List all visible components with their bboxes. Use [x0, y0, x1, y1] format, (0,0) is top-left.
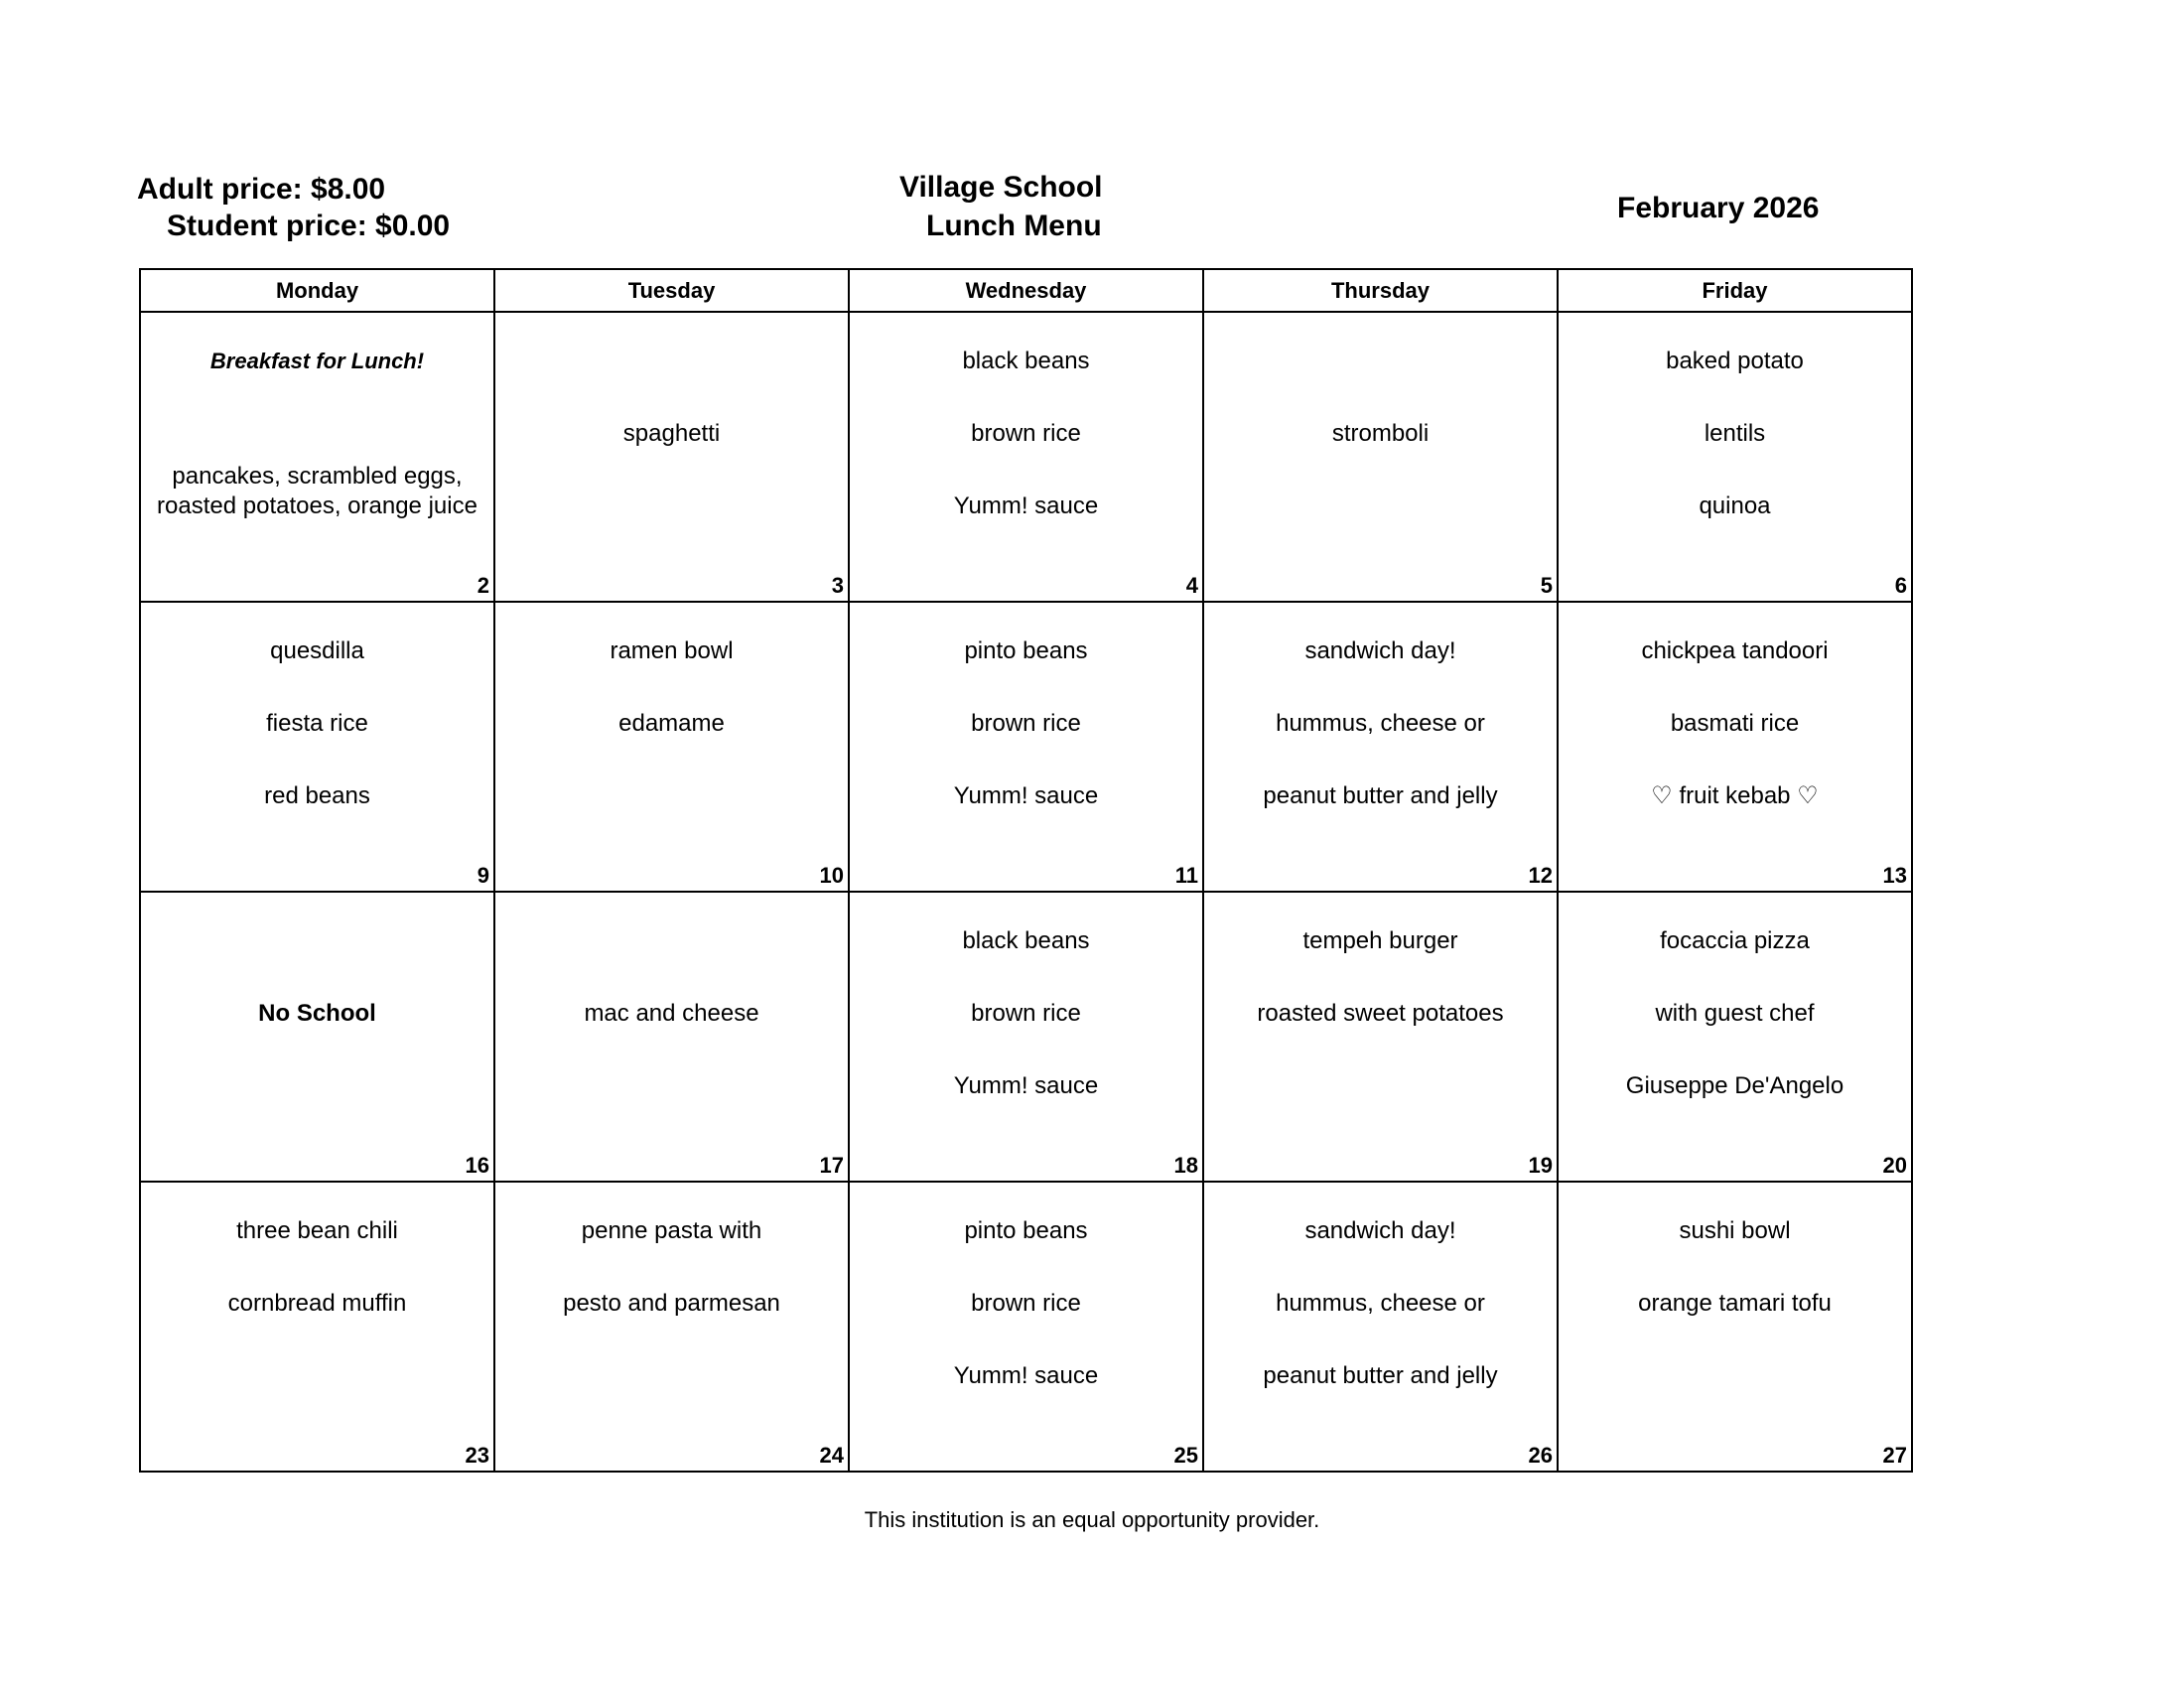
menu-item: Yumm! sauce — [953, 782, 1099, 809]
menu-item: quinoa — [1699, 492, 1771, 519]
menu-item: penne pasta with — [581, 1217, 762, 1244]
menu-item: brown rice — [971, 710, 1081, 737]
day-number: 16 — [465, 1153, 489, 1178]
day-number: 13 — [1882, 863, 1907, 888]
week-row — [140, 1182, 1912, 1472]
menu-item: tempeh burger — [1302, 927, 1458, 954]
menu-items — [1559, 1217, 1911, 1362]
menu-item: roasted sweet potatoes — [1257, 1000, 1504, 1027]
day-number: 27 — [1882, 1443, 1907, 1468]
weekday-header-wednesday: Wednesday — [849, 269, 1203, 312]
menu-item: with guest chef — [1655, 1000, 1815, 1027]
day-number: 19 — [1528, 1153, 1553, 1178]
day-number: 25 — [1173, 1443, 1198, 1468]
menu-item: hummus, cheese or — [1276, 1290, 1485, 1317]
adult-price: Adult price: $8.00 — [137, 173, 386, 206]
day-cell — [849, 602, 1203, 892]
weekday-header-friday: Friday — [1558, 269, 1912, 312]
footer-note: This institution is an equal opportunity provider. — [864, 1507, 1320, 1532]
menu-item: spaghetti — [622, 420, 721, 447]
day-number: 24 — [819, 1443, 844, 1468]
day-cell — [494, 312, 849, 602]
menu-items — [141, 462, 493, 521]
day-number: 6 — [1894, 573, 1907, 598]
menu-items — [141, 1217, 493, 1362]
menu-item: sandwich day! — [1304, 1217, 1456, 1244]
weekday-header-monday: Monday — [140, 269, 494, 312]
menu-item: stromboli — [1331, 420, 1430, 447]
day-cell — [140, 1182, 494, 1472]
menu-items — [1559, 637, 1911, 855]
day-cell — [1558, 312, 1912, 602]
day-number: 3 — [831, 573, 844, 598]
menu-items — [495, 420, 848, 492]
menu-item: quesdilla — [270, 637, 364, 664]
lunch-calendar — [139, 268, 1913, 1473]
menu-item: Yumm! sauce — [953, 1362, 1099, 1389]
menu-item: mac and cheese — [584, 1000, 759, 1027]
menu-item: black beans — [962, 927, 1090, 954]
day-cell — [494, 602, 849, 892]
day-number: 2 — [477, 573, 489, 598]
menu-items — [141, 637, 493, 855]
day-cell — [849, 892, 1203, 1182]
day-cell — [1203, 602, 1558, 892]
week-row — [140, 602, 1912, 892]
menu-item: edamame — [618, 710, 725, 737]
menu-item: ramen bowl — [610, 637, 734, 664]
menu-items — [141, 1000, 493, 1072]
menu-item: focaccia pizza — [1660, 927, 1810, 954]
menu-items — [495, 1000, 848, 1072]
menu-items — [1559, 927, 1911, 1145]
menu-item: orange tamari tofu — [1638, 1290, 1832, 1317]
day-cell — [1558, 602, 1912, 892]
day-cell — [1558, 892, 1912, 1182]
day-cell — [494, 1182, 849, 1472]
week-row — [140, 312, 1912, 602]
menu-item: Yumm! sauce — [953, 1072, 1099, 1099]
day-cell — [140, 312, 494, 602]
day-cell — [849, 1182, 1203, 1472]
day-cell — [494, 892, 849, 1182]
menu-title-school: Village School — [899, 171, 1103, 204]
menu-item: Giuseppe De'Angelo — [1625, 1072, 1844, 1099]
menu-items — [1204, 420, 1557, 492]
menu-items — [1559, 348, 1911, 565]
day-number: 26 — [1528, 1443, 1553, 1468]
day-number: 18 — [1173, 1153, 1198, 1178]
day-number: 9 — [477, 863, 489, 888]
weekday-header-row — [140, 269, 1912, 312]
menu-item: lentils — [1704, 420, 1766, 447]
month-year: February 2026 — [1617, 192, 1820, 224]
menu-item: sandwich day! — [1304, 637, 1456, 664]
menu-item: pinto beans — [964, 637, 1088, 664]
day-number: 10 — [819, 863, 844, 888]
menu-item: peanut butter and jelly — [1263, 782, 1498, 809]
menu-items — [495, 637, 848, 782]
day-cell — [849, 312, 1203, 602]
student-price: Student price: $0.00 — [167, 210, 451, 242]
weekday-header-tuesday: Tuesday — [494, 269, 849, 312]
menu-item: Yumm! sauce — [953, 492, 1099, 519]
menu-title-lunch-menu: Lunch Menu — [926, 210, 1102, 242]
menu-item: chickpea tandoori — [1641, 637, 1829, 664]
day-cell — [140, 602, 494, 892]
menu-items — [850, 348, 1202, 565]
day-cell — [1558, 1182, 1912, 1472]
day-cell — [1203, 312, 1558, 602]
day-cell — [1203, 1182, 1558, 1472]
menu-items — [850, 1217, 1202, 1435]
menu-item: brown rice — [971, 1290, 1081, 1317]
menu-items — [141, 348, 493, 420]
menu-item: cornbread muffin — [227, 1290, 407, 1317]
menu-items — [495, 1217, 848, 1362]
menu-item: sushi bowl — [1679, 1217, 1791, 1244]
menu-item: brown rice — [971, 1000, 1081, 1027]
menu-item: red beans — [264, 782, 370, 809]
menu-item: pesto and parmesan — [563, 1290, 780, 1317]
day-number: 12 — [1528, 863, 1553, 888]
menu-items — [1204, 1217, 1557, 1435]
day-number: 23 — [465, 1443, 489, 1468]
weekday-header-thursday: Thursday — [1203, 269, 1558, 312]
menu-item: pancakes, scrambled eggs, — [172, 463, 463, 490]
day-number: 11 — [1174, 863, 1198, 888]
menu-item: three bean chili — [236, 1217, 398, 1244]
no-school-label: No School — [258, 1000, 376, 1027]
day-number: 17 — [819, 1153, 844, 1178]
day-number: 20 — [1882, 1153, 1907, 1178]
week-row — [140, 892, 1912, 1182]
menu-item: hummus, cheese or — [1276, 710, 1485, 737]
menu-item: peanut butter and jelly — [1263, 1362, 1498, 1389]
menu-item: roasted potatoes, orange juice — [157, 492, 478, 519]
menu-items — [850, 637, 1202, 855]
day-cell — [1203, 892, 1558, 1182]
menu-item: fiesta rice — [266, 710, 368, 737]
menu-item: basmati rice — [1670, 710, 1800, 737]
menu-items — [850, 927, 1202, 1145]
menu-special: Breakfast for Lunch! — [209, 349, 425, 373]
menu-item: pinto beans — [964, 1217, 1088, 1244]
day-number: 4 — [1185, 573, 1198, 598]
menu-item: black beans — [962, 348, 1090, 374]
menu-item: brown rice — [971, 420, 1081, 447]
day-cell — [140, 892, 494, 1182]
day-number: 5 — [1540, 573, 1553, 598]
menu-items — [1204, 927, 1557, 1072]
menu-items — [1204, 637, 1557, 855]
menu-item: baked potato — [1666, 348, 1804, 374]
menu-item: ♡ fruit kebab ♡ — [1651, 782, 1819, 809]
